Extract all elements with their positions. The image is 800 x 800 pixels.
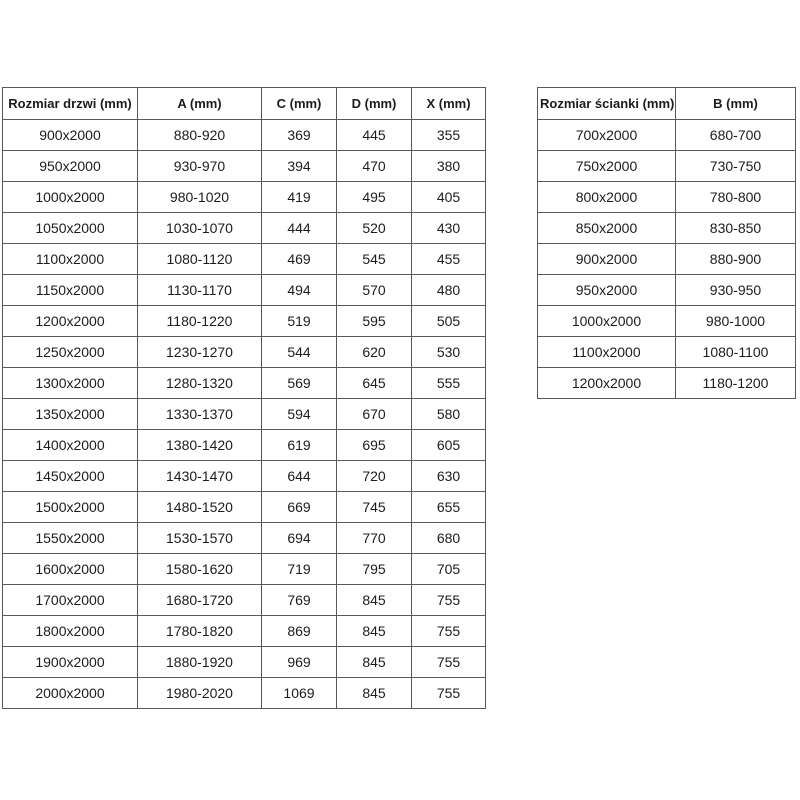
table-cell: 494 <box>262 275 337 306</box>
header-row <box>538 88 796 120</box>
table-cell: 695 <box>337 430 412 461</box>
table-cell: 1500x2000 <box>3 492 138 523</box>
table-cell: 1400x2000 <box>3 430 138 461</box>
table-cell: 869 <box>262 616 337 647</box>
table-cell: 1080-1100 <box>676 337 796 368</box>
table-row <box>3 492 486 523</box>
table-cell: 1700x2000 <box>3 585 138 616</box>
column-header: C (mm) <box>262 88 337 120</box>
table-cell: 1200x2000 <box>3 306 138 337</box>
table-row <box>3 151 486 182</box>
table-cell: 755 <box>412 678 486 709</box>
table-cell: 750x2000 <box>538 151 676 182</box>
table-cell: 1200x2000 <box>538 368 676 399</box>
table-row <box>3 213 486 244</box>
table-cell: 1250x2000 <box>3 337 138 368</box>
table-cell: 470 <box>337 151 412 182</box>
table-cell: 1800x2000 <box>3 616 138 647</box>
table-cell: 444 <box>262 213 337 244</box>
wall-sizes-table <box>537 87 796 399</box>
table-cell: 880-900 <box>676 244 796 275</box>
table-row <box>538 120 796 151</box>
table-row <box>538 306 796 337</box>
table-cell: 845 <box>337 678 412 709</box>
table-cell: 930-970 <box>138 151 262 182</box>
table-cell: 469 <box>262 244 337 275</box>
table-cell: 419 <box>262 182 337 213</box>
table-cell: 620 <box>337 337 412 368</box>
column-header: Rozmiar ścianki (mm) <box>538 88 676 120</box>
table-cell: 644 <box>262 461 337 492</box>
table-cell: 780-800 <box>676 182 796 213</box>
table-cell: 555 <box>412 368 486 399</box>
table-cell: 680 <box>412 523 486 554</box>
table-cell: 950x2000 <box>3 151 138 182</box>
table-row <box>3 523 486 554</box>
table-cell: 980-1000 <box>676 306 796 337</box>
table-row <box>3 585 486 616</box>
table-cell: 2000x2000 <box>3 678 138 709</box>
column-header: D (mm) <box>337 88 412 120</box>
table-cell: 480 <box>412 275 486 306</box>
table-row <box>538 368 796 399</box>
table-cell: 1230-1270 <box>138 337 262 368</box>
table-row <box>3 461 486 492</box>
column-header: B (mm) <box>676 88 796 120</box>
table-cell: 1900x2000 <box>3 647 138 678</box>
table-cell: 1300x2000 <box>3 368 138 399</box>
table-cell: 1600x2000 <box>3 554 138 585</box>
table-cell: 1150x2000 <box>3 275 138 306</box>
table-cell: 1130-1170 <box>138 275 262 306</box>
table-cell: 845 <box>337 647 412 678</box>
table-cell: 845 <box>337 585 412 616</box>
table-cell: 530 <box>412 337 486 368</box>
table-row <box>538 244 796 275</box>
table-cell: 1550x2000 <box>3 523 138 554</box>
table-cell: 594 <box>262 399 337 430</box>
table-cell: 769 <box>262 585 337 616</box>
table-cell: 1880-1920 <box>138 647 262 678</box>
column-header: X (mm) <box>412 88 486 120</box>
table-cell: 544 <box>262 337 337 368</box>
table-cell: 570 <box>337 275 412 306</box>
table-cell: 930-950 <box>676 275 796 306</box>
door-sizes-table <box>2 87 486 709</box>
table-cell: 630 <box>412 461 486 492</box>
table-row <box>3 337 486 368</box>
table-cell: 1980-2020 <box>138 678 262 709</box>
table-cell: 1030-1070 <box>138 213 262 244</box>
table-cell: 1000x2000 <box>538 306 676 337</box>
table-cell: 1480-1520 <box>138 492 262 523</box>
table-cell: 655 <box>412 492 486 523</box>
table-row <box>3 306 486 337</box>
table-cell: 900x2000 <box>538 244 676 275</box>
table-cell: 569 <box>262 368 337 399</box>
table-cell: 545 <box>337 244 412 275</box>
table-cell: 505 <box>412 306 486 337</box>
table-cell: 755 <box>412 647 486 678</box>
table-cell: 705 <box>412 554 486 585</box>
column-header: Rozmiar drzwi (mm) <box>3 88 138 120</box>
table-cell: 645 <box>337 368 412 399</box>
table-cell: 580 <box>412 399 486 430</box>
table-cell: 1580-1620 <box>138 554 262 585</box>
table-cell: 730-750 <box>676 151 796 182</box>
table-cell: 619 <box>262 430 337 461</box>
table-cell: 700x2000 <box>538 120 676 151</box>
table-cell: 755 <box>412 616 486 647</box>
table-cell: 980-1020 <box>138 182 262 213</box>
table-cell: 355 <box>412 120 486 151</box>
table-cell: 369 <box>262 120 337 151</box>
table-cell: 880-920 <box>138 120 262 151</box>
table-cell: 670 <box>337 399 412 430</box>
table-cell: 755 <box>412 585 486 616</box>
table-cell: 1450x2000 <box>3 461 138 492</box>
table-row <box>3 554 486 585</box>
column-header: A (mm) <box>138 88 262 120</box>
table-cell: 1100x2000 <box>538 337 676 368</box>
table-cell: 1080-1120 <box>138 244 262 275</box>
table-row <box>3 616 486 647</box>
table-cell: 455 <box>412 244 486 275</box>
table-cell: 845 <box>337 616 412 647</box>
table-row <box>3 182 486 213</box>
table-cell: 595 <box>337 306 412 337</box>
table-row <box>538 151 796 182</box>
table-cell: 719 <box>262 554 337 585</box>
table-cell: 1680-1720 <box>138 585 262 616</box>
table-cell: 405 <box>412 182 486 213</box>
table-cell: 770 <box>337 523 412 554</box>
table-cell: 1069 <box>262 678 337 709</box>
table-cell: 394 <box>262 151 337 182</box>
table-cell: 519 <box>262 306 337 337</box>
header-row <box>3 88 486 120</box>
table-cell: 1330-1370 <box>138 399 262 430</box>
table-row <box>3 275 486 306</box>
table-cell: 1280-1320 <box>138 368 262 399</box>
table-cell: 1050x2000 <box>3 213 138 244</box>
table-cell: 950x2000 <box>538 275 676 306</box>
table-cell: 1780-1820 <box>138 616 262 647</box>
table-row <box>538 182 796 213</box>
table-row <box>538 275 796 306</box>
table-cell: 745 <box>337 492 412 523</box>
table-cell: 1000x2000 <box>3 182 138 213</box>
table-cell: 720 <box>337 461 412 492</box>
table-cell: 680-700 <box>676 120 796 151</box>
table-row <box>3 430 486 461</box>
table-cell: 605 <box>412 430 486 461</box>
table-cell: 1180-1220 <box>138 306 262 337</box>
table-cell: 445 <box>337 120 412 151</box>
table-cell: 495 <box>337 182 412 213</box>
table-cell: 1380-1420 <box>138 430 262 461</box>
table-row <box>538 337 796 368</box>
table-cell: 1350x2000 <box>3 399 138 430</box>
table-cell: 1180-1200 <box>676 368 796 399</box>
table-cell: 900x2000 <box>3 120 138 151</box>
table-cell: 380 <box>412 151 486 182</box>
table-cell: 1430-1470 <box>138 461 262 492</box>
table-row <box>3 244 486 275</box>
table-row <box>3 120 486 151</box>
table-row <box>3 678 486 709</box>
table-row <box>3 647 486 678</box>
table-cell: 1100x2000 <box>3 244 138 275</box>
table-row <box>538 213 796 244</box>
table-cell: 800x2000 <box>538 182 676 213</box>
table-cell: 969 <box>262 647 337 678</box>
table-cell: 430 <box>412 213 486 244</box>
table-row <box>3 368 486 399</box>
table-cell: 1530-1570 <box>138 523 262 554</box>
table-cell: 520 <box>337 213 412 244</box>
table-cell: 694 <box>262 523 337 554</box>
table-cell: 795 <box>337 554 412 585</box>
table-cell: 850x2000 <box>538 213 676 244</box>
table-row <box>3 399 486 430</box>
table-cell: 669 <box>262 492 337 523</box>
table-cell: 830-850 <box>676 213 796 244</box>
